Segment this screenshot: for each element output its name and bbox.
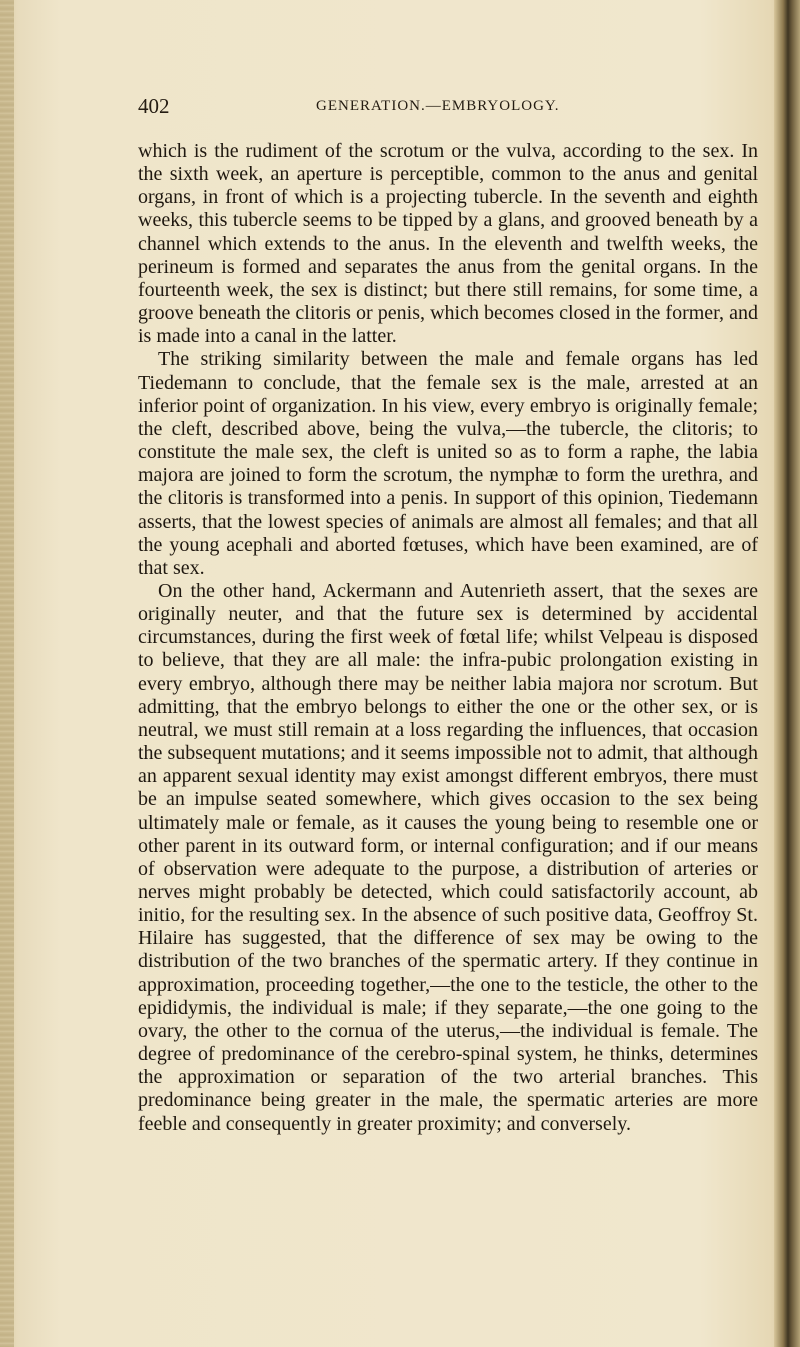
body-text (138, 140, 758, 1136)
page-left-edge (0, 0, 14, 1347)
page-header (138, 92, 758, 122)
book-spine-edge (774, 0, 800, 1347)
page-number: 402 (138, 94, 170, 118)
paragraph-1: which is the rudiment of the scrotum or the vulva, according to the sex. In the sixth week, an aperture is perceptible, common to the anus and genital organs, in front of which is a projecting tubercle. In the seventh and eighth weeks, this tubercle seems to be tipped by a glans, and grooved beneath by a channel which extends to the anus. In the eleventh and twelfth weeks, the perineum is formed and separates the anus from the genital organs. In the fourteenth week, the sex is distinct; but there still remains, for some time, a groove beneath the clitoris or penis, which becomes closed in the former, and is made into a canal in the latter. (138, 140, 758, 348)
paragraph-2: The striking similarity between the male and female organs has led Tiedemann to conclude, that the female sex is the male, arrested at an inferior point of organization. In his view, every embryo is originally female; the cleft, described above, being the vulva,—the tubercle, the clitoris; to constitute the male sex, the cleft is united so as to form a raphe, the labia majora are joined to form the scrotum, the nymphæ to form the urethra, and the clitoris is transformed into a penis. In support of this opinion, Tiedemann asserts, that the lowest species of animals are almost all females; and that all the young acephali and aborted fœtuses, which have been examined, are of that sex. (138, 348, 758, 579)
running-head: GENERATION.—EMBRYOLOGY. (316, 98, 560, 114)
paragraph-3: On the other hand, Ackermann and Autenrieth assert, that the sexes are originally neuter, and that the future sex is determined by accidental circumstances, during the first week of fœtal life; whilst Velpeau is disposed to believe, that they are all male: the infra-pubic prolongation existing in every embryo, although there may be neither labia majora nor scrotum. But admitting, that the embryo belongs to either the one or the other sex, or is neutral, we must still remain at a loss regarding the influences, that occasion the subsequent mutations; and it seems impossible not to admit, that although an apparent sexual identity may exist amongst different embryos, there must be an impulse seated somewhere, which gives occasion to the sex being ultimately male or female, as it causes the young being to resemble one or other parent in its outward form, or internal configuration; and if our means of observation were adequate to the purpose, a distribution of arteries or nerves might probably be detected, which could satisfactorily account, ab initio, for the resulting sex. In the absence of such positive data, Geoffroy St. Hilaire has suggested, that the difference of sex may be owing to the distribution of the two branches of the spermatic artery. If they continue in approximation, proceeding together,—the one to the testicle, the other to the epididymis, the individual is male; if they separate,—the one going to the ovary, the other to the cornua of the uterus,—the individual is female. The degree of predominance of the cerebro-spinal system, he thinks, determines the approximation or separation of the two arterial branches. This predominance being greater in the male, the spermatic arteries are more feeble and consequently in greater proximity; and conversely. (138, 579, 758, 1135)
